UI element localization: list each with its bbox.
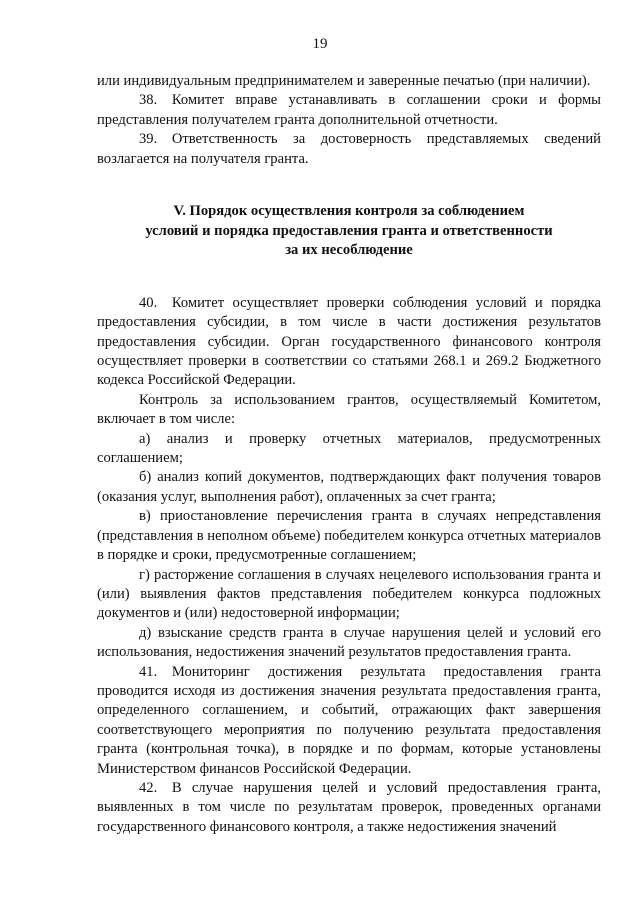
list-item-v: в) приостановление перечисления гранта в случаях непредставления (представления в неполном объеме) победителем конкурса отчетных материалов в порядке и сроки, предусмотренные соглашением;: [97, 508, 601, 564]
section-heading-line-2: условий и порядка предоставления гранта и ответственности: [145, 222, 553, 239]
page-number: 19: [312, 36, 328, 52]
list-item-b: б) анализ копий документов, подтверждающих факт получения товаров (оказания услуг, выполнения работ), оплаченных за счет гранта;: [97, 469, 601, 505]
paragraph-40: 40. Комитет осуществляет проверки соблюдения условий и порядка предоставления субсидии, в том числе в части достижения результатов предоставления субсидии. Орган государственного финансового контроля осуществляет проверки в соответствии со статьями 268.1 и 269.2 Бюджетного кодекса Российской Федерации.: [97, 294, 601, 389]
paragraph-42: 42. В случае нарушения целей и условий предоставления гранта, выявленных в том числе по результатам проверок, проведенных органами государственного финансового контроля, а также недостижения значений: [97, 779, 601, 835]
paragraph-continuation: или индивидуальным предпринимателем и заверенные печатью (при наличии).: [97, 73, 591, 89]
paragraph-38: 38. Комитет вправе устанавливать в соглашении сроки и формы представления получателем гранта дополнительной отчетности.: [97, 92, 601, 128]
list-item-a: а) анализ и проверку отчетных материалов, предусмотренных соглашением;: [97, 430, 601, 467]
paragraph-control-intro: Контроль за использованием грантов, осуществляемый Комитетом, включает в том числе:: [97, 391, 601, 428]
paragraph-41: 41. Мониторинг достижения результата предоставления гранта проводится исходя из достижения значения результата предоставления гранта, определенного соглашением, и событий, отражающих факт завершения соответствующего мероприятия по получению результата предоставления гранта (контрольная точка), в порядке и по формам, которые установлены Министерством финансов Российской Федерации.: [97, 663, 601, 777]
list-item-g: г) расторжение соглашения в случаях нецелевого использования гранта и (или) выявления фактов представления победителем конкурса подложных документов и (или) недостоверной информации;: [97, 566, 601, 622]
section-heading-line-3: за их несоблюдение: [285, 242, 413, 259]
paragraph-39: 39. Ответственность за достоверность представляемых сведений возлагается на получателя гранта.: [97, 131, 601, 167]
section-heading: [97, 202, 601, 261]
section-heading-line-1: V. Порядок осуществления контроля за соблюдением: [173, 203, 525, 220]
list-item-d: д) взыскание средств гранта в случае нарушения целей и условий его использования, недостижения значений результатов предоставления гранта.: [97, 624, 601, 661]
document-body: [97, 72, 601, 837]
